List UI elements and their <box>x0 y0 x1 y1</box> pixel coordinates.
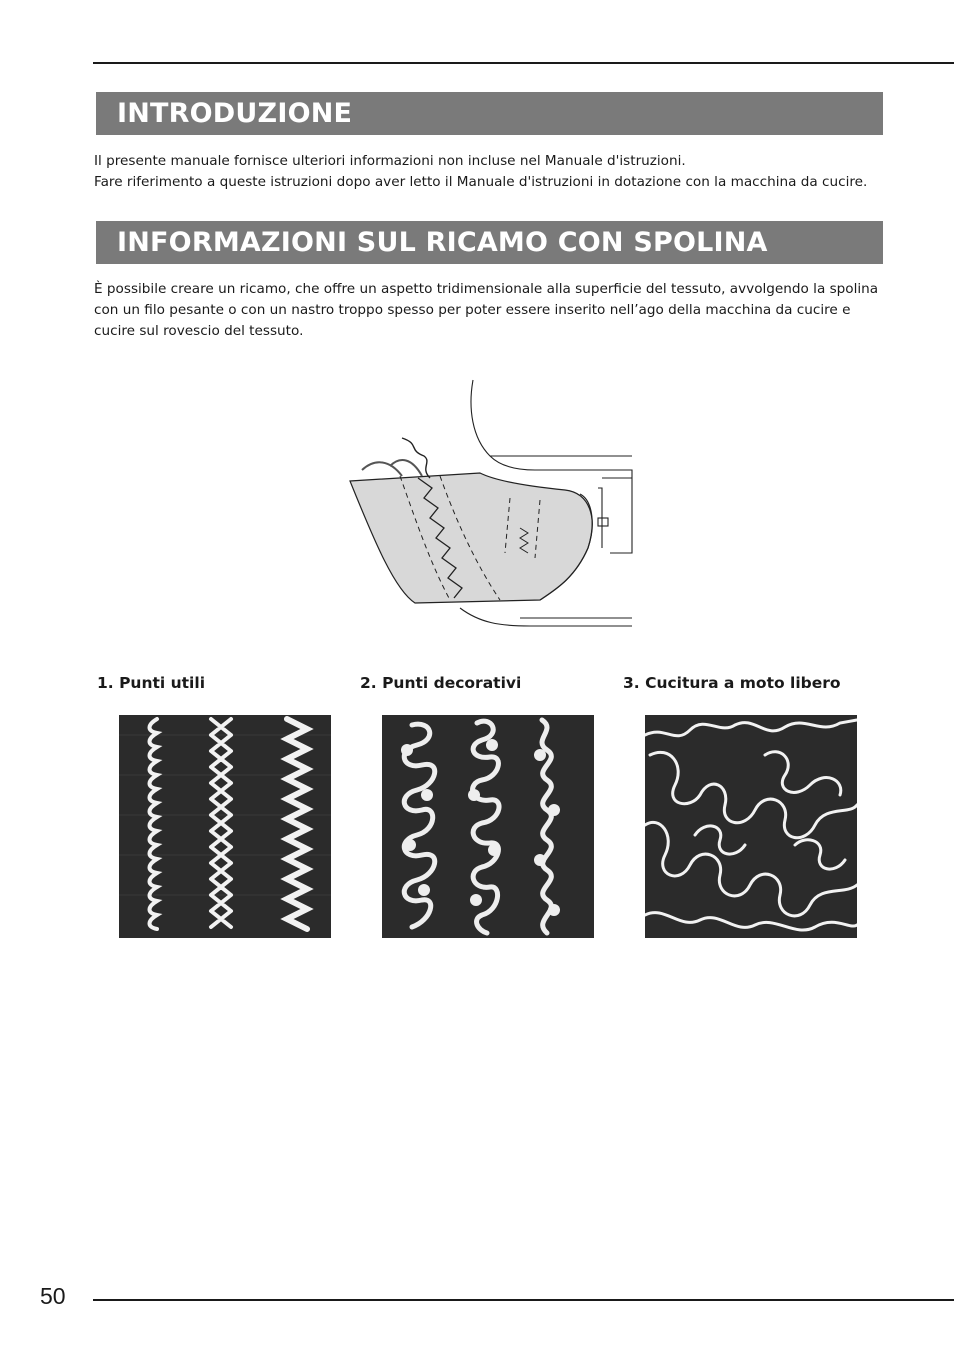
intro-line-1: Il presente manuale fornisce ulteriori informazioni non incluse nel Manuale d'istruzioni. <box>94 153 686 169</box>
bobbin-line-3: cucire sul rovescio del tessuto. <box>94 323 304 339</box>
bobbin-line-1: È possibile creare un ricamo, che offre un aspetto tridimensionale alla superficie del tessuto, avvolgendo la spolina <box>94 281 879 297</box>
section-title-ricamo-spolina: INFORMAZIONI SUL RICAMO CON SPOLINA <box>96 221 883 264</box>
top-rule <box>93 62 954 64</box>
intro-paragraph <box>94 151 894 193</box>
caption-punti-utili: 1. Punti utili <box>97 674 206 692</box>
bobbin-line-2: con un filo pesante o con un nastro troppo spesso per poter essere inserito nell’ago della macchina da cucire e <box>94 302 851 318</box>
sewing-machine-illustration <box>340 378 640 634</box>
section-title-introduzione: INTRODUZIONE <box>96 92 883 135</box>
photo-punti-decorativi <box>382 715 594 938</box>
photo-cucitura-moto-libero <box>645 715 857 938</box>
caption-cucitura-moto-libero: 3. Cucitura a moto libero <box>623 674 841 692</box>
intro-line-2: Fare riferimento a queste istruzioni dopo aver letto il Manuale d'istruzioni in dotazione con la macchina da cucire. <box>94 174 868 190</box>
bottom-rule <box>93 1299 954 1301</box>
page-number: 50 <box>40 1283 66 1309</box>
photo-punti-utili <box>119 715 331 938</box>
bobbin-paragraph <box>94 279 894 342</box>
caption-punti-decorativi: 2. Punti decorativi <box>360 674 522 692</box>
